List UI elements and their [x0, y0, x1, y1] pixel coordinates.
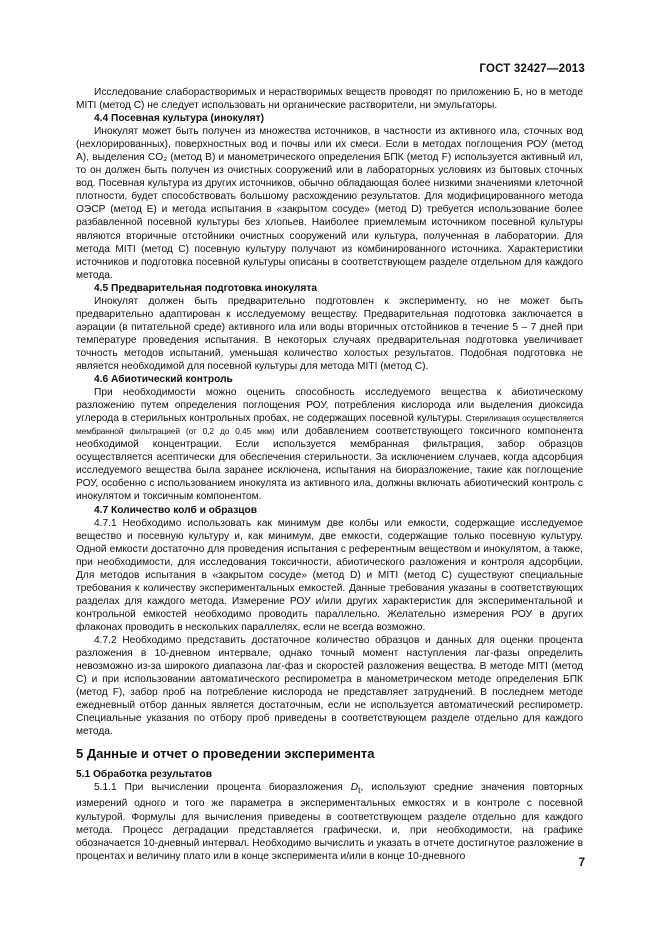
paragraph-intro: Исследование слаборастворимых и нерастворимых веществ проводят по приложению Б, но в методе MITI (метод С) не следует использовать ни органические растворители, ни эмульгаторы. [76, 87, 583, 112]
paragraph-5-1-1 [76, 781, 583, 862]
document-header-code: ГОСТ 32427—2013 [479, 63, 585, 75]
paragraph-4-4: Инокулят может быть получен из множества источников, в частности из активного ила, сточных вод (нехлорированных), поверхностных вод и почвы или их смеси. Если в методах поглощения РОУ (метод А), выделения CO₂ (метод В) и манометрического определения БПК (метод F) используется активный ил, то он должен быть получен из очистных сооружений или в лабораторных условиях из бытовых сточных вод. Посевная культура из других источников, обычно обладающая более низкими значениями клеточной плотности, будет способствовать большому расхождению результатов. Для модифицированного метода ОЭСР (метод Е) и метода испытания в «закрытом сосуде» (метод D) требуется использование более разбавленной посевной культуры без хлопьев. Наиболее приемлемым источником посевной культуры являются вторичные отстойники очистных сооружений или культура, полученная в лаборатории. Для метода MITI (метод С) посевную культуру получают из комбинированного источника. Характеристики источников и подготовка посевной культуры описаны в соответствующем разделе отдельном для каждого метода. [76, 126, 583, 281]
page-number: 7 [578, 857, 585, 869]
paragraph-4-6-part-b: или добавлением соответствующего токсичного компонента необходимой концентрации. Если используется мембранная фильтрация, забор образцов осуществляется асептически для обеспечения стерильности. За исключением случаев, когда адсорбция исследуемого вещества была заранее исключена, испытания на биоразложение, такие как поглощение РОУ, особенно с использованием инокулята из активного ила, должны включать абиотический контроль с инокулятом и токсичным компонентом. [76, 426, 583, 503]
heading-4-6: 4.6 Абиотический контроль [94, 374, 233, 386]
paragraph-5-1-1-part-b: , используют средние значения повторных измерений одного и того же параметра в экспериментальных емкостях и в контроле с посевной культурой. Формулы для вычисления приведены в соответствующем разделе отдельно для каждого метода. Процесс деградации представляется графически, и, при необходимости, на графике обозначается 10-дневный интервал. Необходимо вычислить и указать в отчете достигнутое разложение в процентах и величину плато или в конце эксперимента и/или в конце 10-дневного [76, 782, 583, 862]
paragraph-4-6-part-a: При необходимости можно оценить способность исследуемого вещества к абиотическому разложению путем определения поглощения РОУ, потребления кислорода или выделения диоксида углерода в стерильных контрольных пробах, не содержащих посевной культуры. [76, 387, 583, 425]
heading-section-5: 5 Данные и отчет о проведении эксперимента [76, 746, 375, 762]
paragraph-4-7-2: 4.7.2 Необходимо представить достаточное количество образцов и данных для оценки процента разложения в 10-дневном интервале, однако точный момент наступления лаг-фазы определить невозможно из-за широкого диапазона лаг-фаз и скоростей разложения вещества. В методе MITI (метод С) и при использовании автоматического респирометра в манометрическом методе определения БПК (метод F), забор проб на потребление кислорода не представляет затруднений. В последнем методе ежедневный отбор данных является достаточным, если не используется автоматический респирометр. Специальные указания по отбору проб приведены в соответствующем разделе отдельно для каждого метода. [76, 634, 583, 738]
heading-4-5: 4.5 Предварительная подготовка инокулята [94, 282, 317, 294]
paragraph-5-1-1-part-a: 5.1.1 При вычислении процента биоразложения [94, 782, 343, 794]
paragraph-4-7-1: 4.7.1 Необходимо использовать как минимум две колбы или емкости, содержащие исследуемое вещество и посевную культуру и, как минимум, две емкости, содержащие только посевную культуру. Одной емкости достаточно для проведения испытания с референтным веществом и инокулятом, а также, при необходимости, для исследования токсичности, абиотического разложения и контроля адсорбции. Для методов испытания в «закрытом сосуде» (метод D) и MITI (метод С) существуют специальные требования к количеству экспериментальных емкостей. Данные требования указаны в соответствующих разделах для каждого метода. Измерение РОУ и/или других характеристик для экспериментальной и контрольной емкостей необходимо проводить параллельно. Желательно измерения РОУ в других флаконах проводить в нескольких параллелях, если не всегда возможно. [76, 517, 583, 633]
document-body [76, 86, 583, 863]
heading-4-7: 4.7 Количество колб и образцов [94, 504, 258, 516]
paragraph-4-6 [76, 386, 583, 503]
variable-d: D [350, 782, 359, 794]
heading-4-4: 4.4 Посевная культура (инокулят) [94, 113, 265, 125]
heading-5-1: 5.1 Обработка результатов [76, 769, 213, 781]
paragraph-4-6-sterilization-note: Стерилизация осуществляется мембранной фильтрацией (от 0,2 до 0,45 мкм) [76, 413, 583, 437]
paragraph-4-5: Инокулят должен быть предварительно подготовлен к эксперименту, но не может быть предварительно адаптирован к исследуемому веществу. Предварительная подготовка заключается в аэрации (в питательной среде) активного ила или воды вторичных отстойников в течение 5 – 7 дней при температуре проведения испытания. В некоторых случаях предварительная подготовка увеличивает точность методов испытаний, уменьшая количество холостых результатов. Подобная подготовка не является необходимой для посевной культуры для метода MITI (метод С). [76, 295, 583, 372]
variable-d-subscript: t [358, 785, 361, 796]
